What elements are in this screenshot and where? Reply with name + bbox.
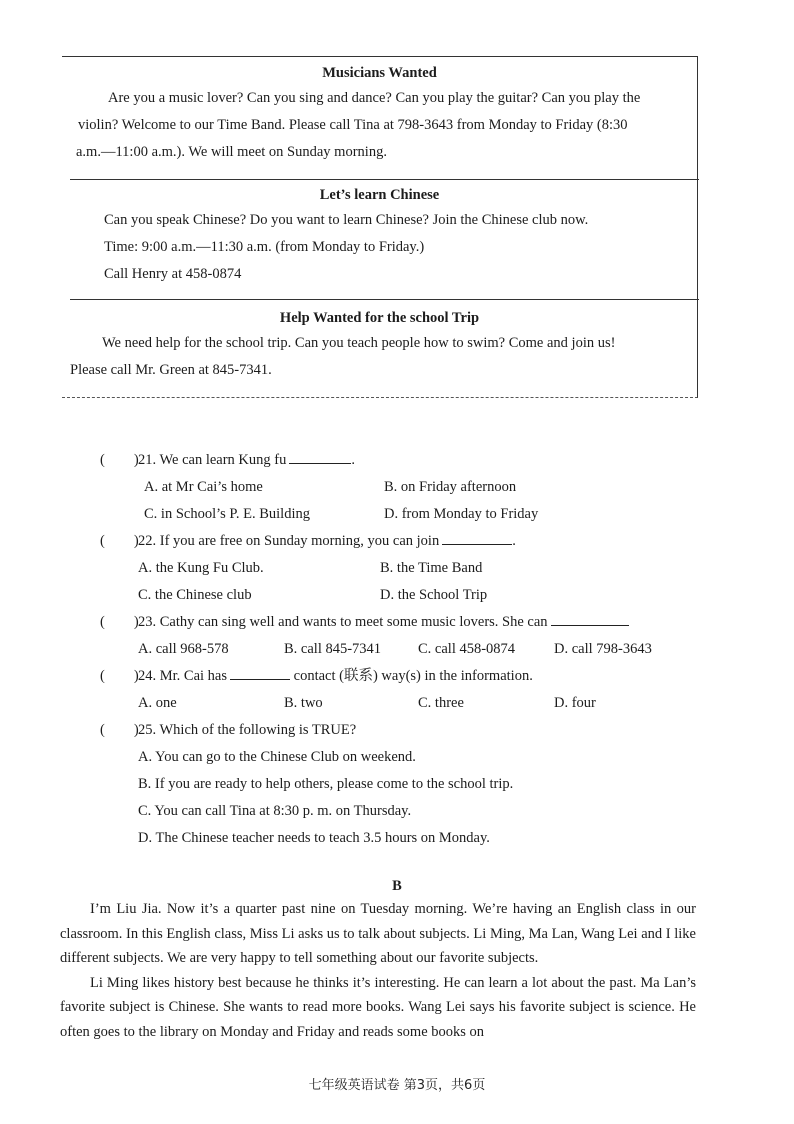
options-row (100, 771, 700, 798)
answer-parentheses[interactable]: ( ) (100, 722, 139, 738)
option-a[interactable]: A. one (138, 695, 177, 711)
question-21 (100, 447, 700, 474)
section-heading: B (392, 878, 402, 894)
option-b[interactable]: B. If you are ready to help others, please come to the school trip. (138, 776, 514, 792)
option-c[interactable]: C. three (418, 695, 464, 711)
options-row (100, 501, 700, 528)
notice-learn-chinese (62, 183, 697, 288)
question-stem: Which of the following is TRUE? (159, 722, 357, 738)
notice-line: Can you speak Chinese? Do you want to learn Chinese? Join the Chinese club now. (104, 212, 589, 228)
notice-board (62, 56, 698, 398)
option-d[interactable]: D. The Chinese teacher needs to teach 3.5 hours on Monday. (138, 830, 490, 846)
option-c[interactable]: C. the Chinese club (138, 587, 252, 603)
question-end: . (512, 533, 516, 549)
question-stem: If you are free on Sunday morning, you can join (159, 533, 440, 549)
notice-title: Help Wanted for the school Trip (279, 310, 480, 326)
notice-musicians-wanted (62, 61, 697, 166)
options-row (100, 798, 700, 825)
question-24 (100, 663, 700, 690)
option-a[interactable]: A. the Kung Fu Club. (138, 560, 264, 576)
questions-21-25 (100, 447, 700, 852)
notice-line: We need help for the school trip. Can you teach people how to swim? Come and join us! (102, 335, 616, 351)
option-b[interactable]: B. the Time Band (380, 560, 483, 576)
option-c[interactable]: C. in School’s P. E. Building (144, 506, 310, 522)
option-a[interactable]: A. at Mr Cai’s home (144, 479, 263, 495)
question-stem: We can learn Kung fu (159, 452, 287, 468)
notice-line: a.m.—11:00 a.m.). We will meet on Sunday morning. (76, 144, 387, 160)
notice-line: Are you a music lover? Can you sing and dance? Can you play the guitar? Can you play the (108, 90, 641, 106)
question-number: 23. (138, 614, 157, 630)
notice-divider (70, 299, 699, 300)
options-row (100, 636, 700, 663)
option-c[interactable]: C. call 458-0874 (418, 641, 516, 657)
question-22 (100, 528, 700, 555)
question-number: 22. (138, 533, 157, 549)
notice-school-trip (62, 306, 697, 384)
question-stem: Mr. Cai has (159, 668, 228, 684)
option-b[interactable]: B. on Friday afternoon (384, 479, 517, 495)
options-row (100, 582, 700, 609)
question-stem: Cathy can sing well and wants to meet some music lovers. She can (159, 614, 548, 630)
notice-line: Time: 9:00 a.m.—11:30 a.m. (from Monday to Friday.) (104, 239, 425, 255)
answer-blank[interactable] (551, 609, 629, 626)
answer-parentheses[interactable]: ( ) (100, 668, 139, 684)
option-b[interactable]: B. two (284, 695, 323, 711)
question-stem-continued: contact (联系) way(s) in the information. (293, 668, 533, 684)
option-d[interactable]: D. call 798-3643 (554, 641, 652, 657)
question-number: 24. (138, 668, 157, 684)
answer-blank[interactable] (230, 663, 290, 680)
page-footer: 七年级英语试卷 第3页，共6页 (308, 1078, 486, 1093)
option-a[interactable]: A. You can go to the Chinese Club on weekend. (138, 749, 416, 765)
option-d[interactable]: D. the School Trip (380, 587, 488, 603)
answer-blank[interactable] (289, 447, 351, 464)
notice-line: Call Henry at 458-0874 (104, 266, 242, 282)
question-25 (100, 717, 700, 744)
option-b[interactable]: B. call 845-7341 (284, 641, 382, 657)
notice-title: Let’s learn Chinese (319, 187, 440, 203)
options-row (100, 690, 700, 717)
question-23 (100, 609, 700, 636)
question-number: 25. (138, 722, 157, 738)
notice-line: Please call Mr. Green at 845-7341. (70, 362, 272, 378)
answer-parentheses[interactable]: ( ) (100, 533, 139, 549)
options-row (100, 555, 700, 582)
answer-parentheses[interactable]: ( ) (100, 614, 139, 630)
answer-parentheses[interactable]: ( ) (100, 452, 139, 468)
options-row (100, 474, 700, 501)
question-end: . (351, 452, 355, 468)
option-d[interactable]: D. four (554, 695, 596, 711)
reading-passage (60, 897, 696, 1044)
notice-divider (70, 179, 699, 180)
question-number: 21. (138, 452, 157, 468)
options-row (100, 825, 700, 852)
options-row (100, 744, 700, 771)
option-a[interactable]: A. call 968-578 (138, 641, 229, 657)
notice-line: violin? Welcome to our Time Band. Please call Tina at 798-3643 from Monday to Friday (8:30 (78, 117, 628, 133)
answer-blank[interactable] (442, 528, 512, 545)
option-c[interactable]: C. You can call Tina at 8:30 p. m. on Thursday. (138, 803, 412, 819)
notice-title: Musicians Wanted (322, 65, 437, 81)
option-d[interactable]: D. from Monday to Friday (384, 506, 539, 522)
passage-paragraph: I’m Liu Jia. Now it’s a quarter past nine on Tuesday morning. We’re having an English class in our classroom. In this English class, Miss Li asks us to talk about subjects. Li Ming, Ma Lan, Wang Lei and I like different subjects. We are very happy to tell something about our favorite subjects. (60, 901, 696, 966)
passage-paragraph: Li Ming likes history best because he thinks it’s interesting. He can learn a lot about the past. Ma Lan’s favorite subject is Chinese. She wants to read more books. Wang Lei says his favorite subject is science. He often goes to the library on Monday and Friday and reads some books on (60, 974, 696, 1040)
